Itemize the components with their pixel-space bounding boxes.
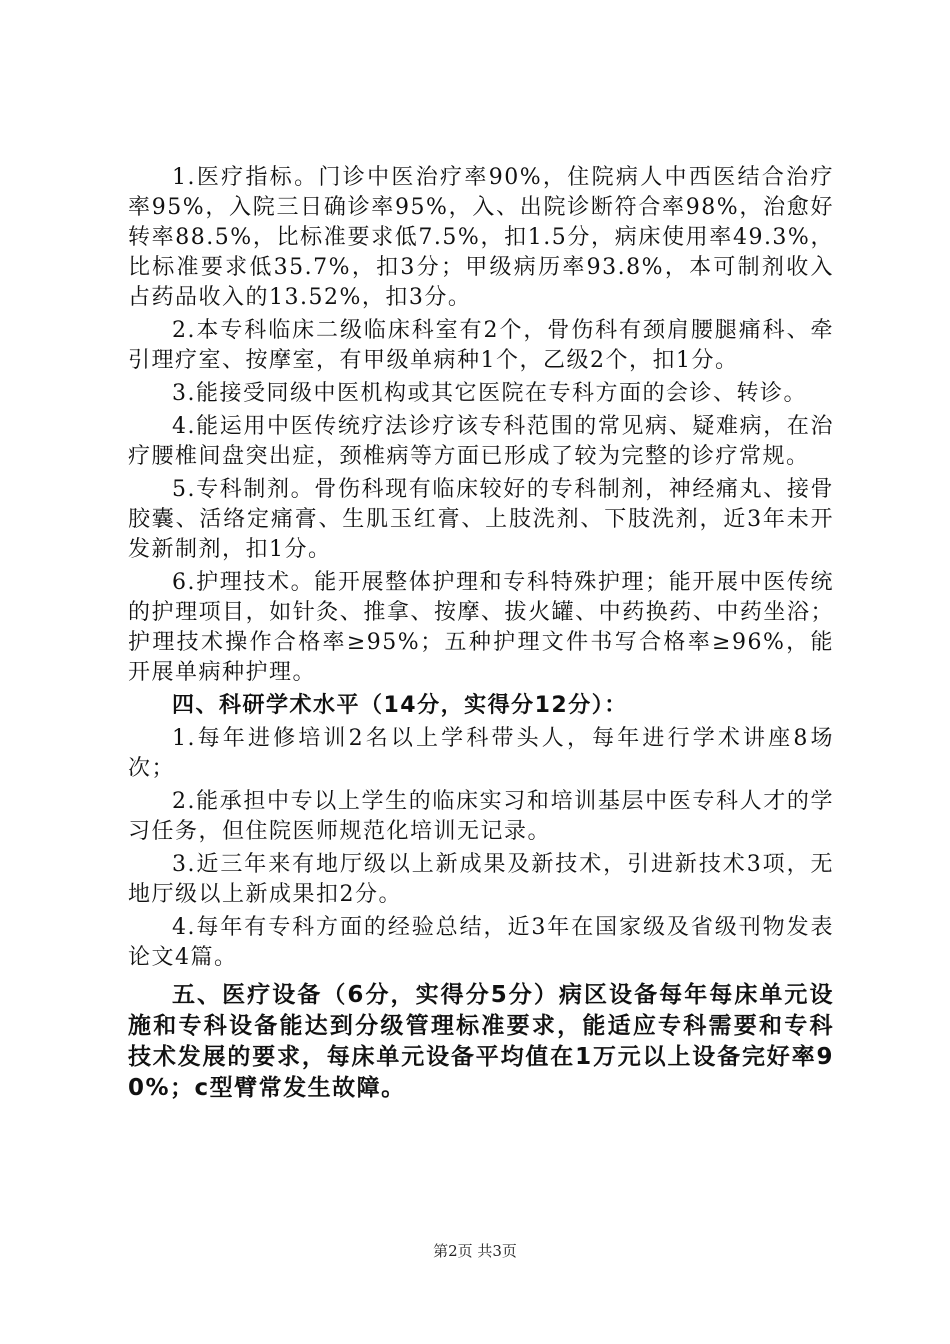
document-body xyxy=(128,160,834,1104)
section4-item-training: 1.每年进修培训2名以上学科带头人，每年进行学术讲座8场次； xyxy=(128,726,834,781)
paragraph-specialty-preparations: 5.专科制剂。骨伤科现有临床较好的专科制剂，神经痛丸、接骨胶囊、活络定痛膏、生肌玉红膏、上肢洗剂、下肢洗剂，近3年未开发新制剂，扣1分。 xyxy=(128,477,834,562)
paragraph-traditional-therapy: 4.能运用中医传统疗法诊疗该专科范围的常见病、疑难病，在治疗腰椎间盘突出症，颈椎病等方面已形成了较为完整的诊疗常规。 xyxy=(128,414,834,469)
section4-item-new-technology: 3.近三年来有地厅级以上新成果及新技术，引进新技术3项，无地厅级以上新成果扣2分。 xyxy=(128,852,834,907)
paragraph-medical-indicators: 1.医疗指标。门诊中医治疗率90%，住院病人中西医结合治疗率95%，入院三日确诊率95%，入、出院诊断符合率98%，治愈好转率88.5%，比标准要求低7.5%，扣1.5分，病床使用率49.3%，比标准要求低35.7%，扣3分；甲级病历率93.8%，本可制剂收入占药品收入的13.52%，扣3分。 xyxy=(128,165,834,310)
page-number-footer: 第2页 共3页 xyxy=(433,1242,517,1260)
section5-medical-equipment: 五、医疗设备（6分，实得分5分）病区设备每年每床单元设施和专科设备能达到分级管理标准要求，能适应专科需要和专科技术发展的要求，每床单元设备平均值在1万元以上设备完好率90%；c型臂常发生故障。 xyxy=(128,982,834,1101)
paragraph-consultation: 3.能接受同级中医机构或其它医院在专科方面的会诊、转诊。 xyxy=(172,381,807,406)
paragraph-nursing-technique: 6.护理技术。能开展整体护理和专科特殊护理；能开展中医传统的护理项目，如针灸、推拿、按摩、拔火罐、中药换药、中药坐浴；护理技术操作合格率≥95%；五种护理文件书写合格率≥96%，能开展单病种护理。 xyxy=(128,570,834,685)
paragraph-clinical-departments: 2.本专科临床二级临床科室有2个，骨伤科有颈肩腰腿痛科、牵引理疗室、按摩室，有甲级单病种1个，乙级2个，扣1分。 xyxy=(128,318,834,373)
section4-item-teaching: 2.能承担中专以上学生的临床实习和培训基层中医专科人才的学习任务，但住院医师规范化培训无记录。 xyxy=(128,789,834,844)
section4-item-publications: 4.每年有专科方面的经验总结，近3年在国家级及省级刊物发表论文4篇。 xyxy=(128,915,834,970)
section4-heading: 四、科研学术水平（14分，实得分12分）： xyxy=(172,693,628,718)
